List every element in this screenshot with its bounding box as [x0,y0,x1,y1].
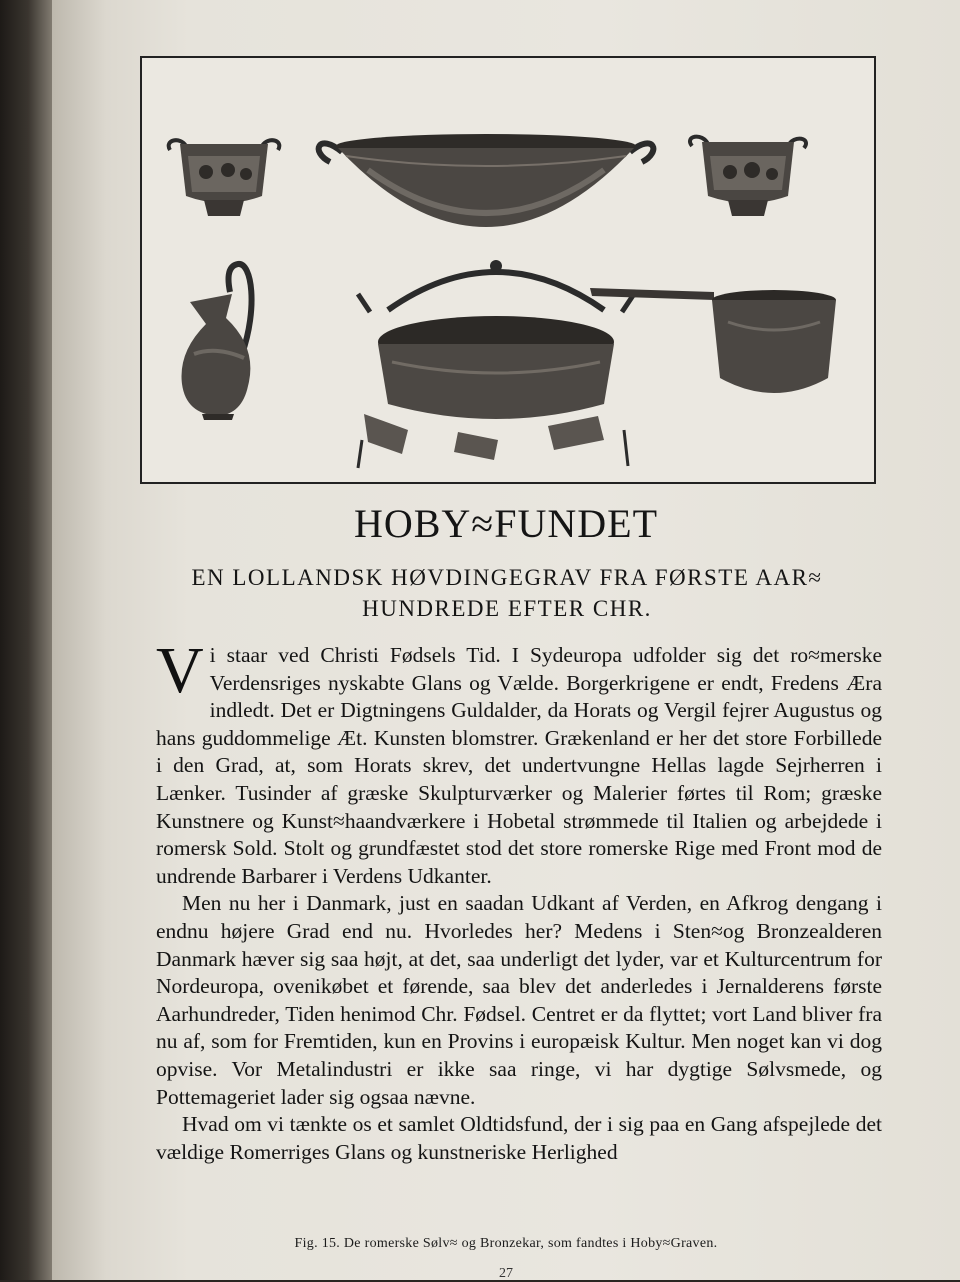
paragraph-1-text: i staar ved Christi Fødsels Tid. I Sydeuropa udfolder sig det ro≈merske Verdensriges nyskabte Glans og Vælde. Borgerkrigene er endt, Fredens Æra indledt. Det er Digtningens Guldalder, da Horats og Vergil fejrer Augustus og hans guddommelige Æt. Kunsten blomstrer. Grækenland er her det store Forbillede i den Grad, at, som Horats skrev, det undertvungne Hellas lagde Sejrherren i Lænker. Tusinder af græske Skulpturværker og Malerier førtes til Rom; græske Kunstnere og Kunst≈haandværkere i Hobetal strømmede til Italien og arbejdede i romersk Sold. Stolt og grundfæstet stod det store romerske Rige med Front mod de undrende Barbarer i Verdens Udkanter. [156,643,882,888]
bronze-jug-image [172,258,276,422]
page-title: HOBY≈FUNDET [353,501,659,546]
figure-caption: Fig. 15. De romerske Sølv≈ og Bronzekar, som fandtes i Hoby≈Graven. [294,1236,718,1251]
bronze-bowl-image [308,126,664,244]
bronze-saucepan-image [588,282,844,412]
paragraph-3: Hvad om vi tænkte os et samlet Oldtidsfund, der i sig paa en Gang afspejlede det vældige Romerriges Glans og kunstneriske Herlighed [156,1112,882,1164]
page-number: 27 [499,1266,513,1281]
paragraph-1 [156,634,882,890]
subtitle-line-1: EN LOLLANDSK HØVDINGEGRAV FRA FØRSTE AAR≈ [191,565,823,590]
article-body [156,634,882,1166]
paragraph-2: Men nu her i Danmark, just en saadan Udkant af Verden, en Afkrog dengang i endnu højere Grad end nu. Hvorledes her? Medens i Sten≈og Bronzealderen Danmark hæver sig saa højt, at det, saa underligt det lyder, var et Kulturcentrum for Nordeuropa, ovenikøbet et førende, saa blev det anderledes i Jernalderens første Aarhundreder, Tiden henimod Chr. Fødsel. Centret er da flyttet; vort Land bliver fra nu af, som for Fremtiden, kun en Provins i europæisk Kultur. Men noget kan vi dog opvise. Vor Metalindustri er ikke saa ringe, vi har dygtige Sølvsmede, og Pottemageriet lader sig ogsaa nævne. [156,891,882,1109]
figure-photo-plate [140,56,876,484]
book-page [52,0,960,1280]
silver-cup-right-image [686,134,810,226]
page-subtitle [142,562,872,624]
silver-cup-left-image [166,136,282,226]
subtitle-line-2: HUNDREDE EFTER CHR. [362,596,652,621]
drop-cap: V [156,634,204,707]
